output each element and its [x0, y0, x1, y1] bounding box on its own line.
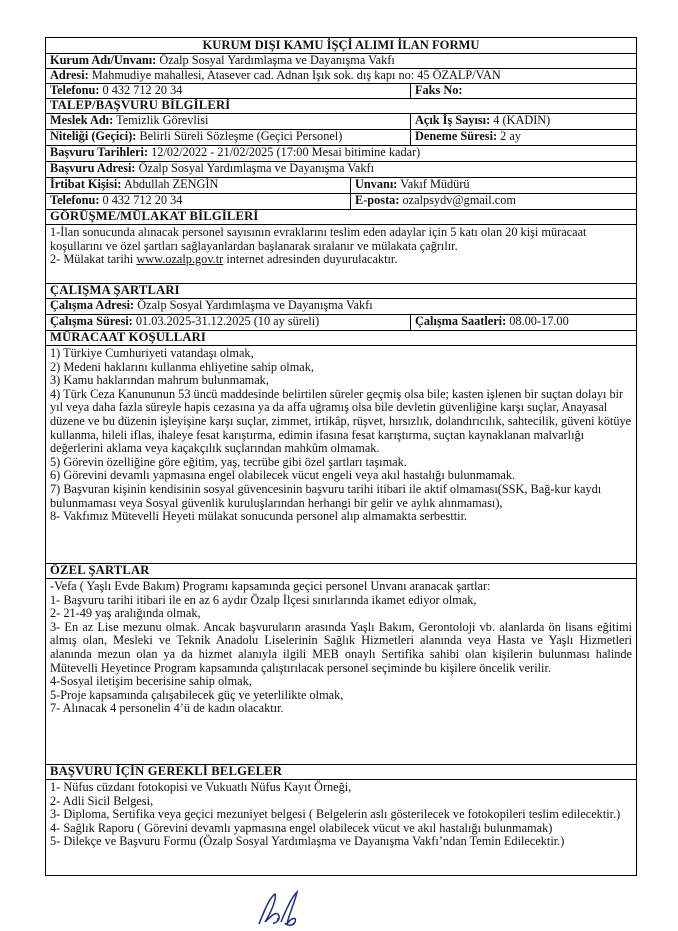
trial-label: Deneme Süresi:	[415, 130, 498, 143]
contact-phone-row	[46, 194, 636, 210]
work-period-value: 01.03.2025-31.12.2025 (10 ay süreli)	[135, 315, 320, 328]
institution-name-row	[46, 54, 636, 69]
condition-item: 7) Başvuran kişinin kendisinin sosyal güvencesinin başvuru tarihi itibari ile aktif olmaması(SSK, Bağ-kur kaydı bulunmaması veya Sosyal güvenlik kuruluşlarından herhangi bir gelir ve aylık alınmaması),	[50, 481, 602, 510]
institution-name-value: Özalp Sosyal Yardımlaşma ve Dayanışma Vakfı	[159, 54, 395, 67]
form-title-row	[46, 38, 636, 54]
special-item: 7- Alınacak 4 personelin 4’ü de kadın olacaktır.	[50, 701, 284, 716]
conditions-body-row	[46, 346, 636, 564]
document-item: 1- Nüfus cüzdanı fotokopisi ve Vukuatlı Nüfus Kayıt Örneği,	[50, 780, 352, 794]
dates-row	[46, 146, 636, 162]
occupation-value: Temizlik Görevlisi	[116, 114, 209, 127]
nature-value: Belirli Süreli Sözleşme (Geçici Personel)	[139, 130, 343, 143]
interview-header-row	[46, 210, 636, 225]
nature-row	[46, 130, 636, 146]
interview-body-row	[46, 225, 636, 284]
nature-label: Niteliği (Geçici):	[50, 130, 137, 143]
application-address-label: Başvuru Adresi:	[50, 162, 136, 175]
application-address-value: Özalp Sosyal Yardımlaşma ve Dayanışma Vakfı	[138, 162, 375, 175]
openings-value: 4 (KADIN)	[493, 114, 551, 127]
document-item: 5- Dilekçe ve Başvuru Formu (Özalp Sosyal Yardımlaşma ve Dayanışma Vakfı’ndan Temin Edilecektir.)	[50, 834, 565, 849]
work-address-row	[46, 299, 636, 315]
job-posting-form	[45, 37, 637, 876]
special-section-header: ÖZEL ŞARTLAR	[50, 564, 150, 577]
interview-line-1: 1-İlan sonucunda alınacak personel sayısının evraklarını teslim eden adaylar için 5 katı olan 20 kişi müracaat koşullarını ve özel şartları sağlayanlardan başlanarak sıralanır ve mülakata çağrılır.	[50, 225, 587, 253]
special-item: 2- 21-49 yaş aralığında olmak,	[50, 606, 201, 621]
occupation-row	[46, 114, 636, 130]
signature-icon	[253, 886, 301, 928]
institution-address-label: Adresi:	[50, 69, 89, 82]
condition-item: 4) Türk Ceza Kanununun 53 üncü maddesinde belirtilen süreler geçmiş olsa bile; kasten işlenen bir suçtan dolayı bir yıl veya daha fazla süreyle hapis cezasına ya da affa uğramış olsa bile devletin güvenliğine karşı suçlar, Anayasal düzene ve bu düzenin işleyişine karşı suçlar, zimmet, irtikâp, rüşvet, hırsızlık, dolandırıcılık, sahtecilik, güveni kötüye kullanma, hileli iflas, ihaleye fesat karıştırma, edimin ifasına fesat karıştırma, suçtan kaynaklanan malvarlığı değerlerini aklama veya kaçakçılık suçlarından mahkûm olmamak.	[50, 386, 632, 456]
condition-item: 5) Görevin özelliğine göre eğitim, yaş, tecrübe gibi özel şartları taşımak.	[50, 454, 407, 469]
contact-row	[46, 178, 636, 194]
special-item: 3- En az Lise mezunu olmak. Ancak başvuruların arasında Yaşlı Bakım, Gerontoloji vb. alanlarda ön lisans eğitimi almış olan, Mesleki ve Teknik Anadolu Liselerinin Sağlık Hizmetleri alanında veya Hasta ve Yaşlı Hizmetleri alanında mezun olan ya da hizmet alanıyla ilgili MEB onaylı Sertifika sahibi olan kişilerin bulunması halinde Mütevelli Heyetince Program kapsamında çalıştırılacak personel seçiminde bu kişilere öncelik verilir.	[50, 619, 632, 675]
documents-section-header: BAŞVURU İÇİN GEREKLİ BELGELER	[50, 765, 283, 778]
email-value: ozalpsydv@gmail.com	[402, 194, 516, 207]
work-period-row	[46, 315, 636, 331]
institution-phone-row	[46, 84, 636, 99]
contact-phone-value: 0 432 712 20 34	[102, 194, 183, 207]
website-link[interactable]: www.ozalp.gov.tr	[136, 252, 224, 267]
interview-line-2: 2- Mülakat tarihi www.ozalp.gov.tr internet adresinden duyurulacaktır.	[50, 252, 398, 267]
institution-phone-value: 0 432 712 20 34	[102, 84, 183, 97]
condition-item: 3) Kamu haklarından mahrum bulunmamak,	[50, 373, 269, 388]
work-hours-value: 08.00-17.00	[509, 315, 569, 328]
dates-label: Başvuru Tarihleri:	[50, 146, 149, 159]
institution-address-row	[46, 69, 636, 84]
contact-title-label: Unvanı:	[355, 178, 398, 191]
interview-section-header: GÖRÜŞME/MÜLAKAT BİLGİLERİ	[50, 210, 259, 223]
contact-phone-label: Telefonu:	[50, 194, 100, 207]
special-item: 4-Sosyal iletişim becerisine sahip olmak,	[50, 674, 252, 689]
contact-label: İrtibat Kişisi:	[50, 178, 122, 191]
openings-label: Açık İş Sayısı:	[415, 114, 491, 127]
condition-item: 2) Medeni haklarını kullanma ehliyetine sahip olmak,	[50, 359, 314, 374]
document-item: 4- Sağlık Raporu ( Görevini devamlı yapmasına engel olabilecek vücut ve akıl hastalığı bulunmamak)	[50, 820, 553, 835]
special-header-row	[46, 564, 636, 579]
document-item: 3- Diploma, Sertifika veya geçici mezuniyet belgesi ( Belgelerin aslı gösterilecek ve fotokopileri teslim edilecektir.)	[50, 807, 621, 822]
work-address-value: Özalp Sosyal Yardımlaşma ve Dayanışma Vakfı	[137, 299, 373, 312]
occupation-label: Meslek Adı:	[50, 114, 114, 127]
condition-item: 1) Türkiye Cumhuriyeti vatandaşı olmak,	[50, 346, 254, 360]
work-period-label: Çalışma Süresi:	[50, 315, 133, 328]
email-label: E-posta:	[355, 194, 400, 207]
contact-title-value: Vakıf Müdürü	[400, 178, 470, 191]
condition-item: 6) Görevini devamlı yapmasına engel olabilecek vücut engeli veya akıl hastalığı bulunmamak.	[50, 468, 516, 483]
conditions-section-header: MÜRACAAT KOŞULLARI	[50, 331, 207, 344]
special-item: 5-Proje kapsamında çalışabilecek güç ve yeterlilikte olmak,	[50, 687, 344, 702]
work-address-label: Çalışma Adresi:	[50, 299, 135, 312]
work-section-header: ÇALIŞMA ŞARTLARI	[50, 284, 180, 297]
request-header-row	[46, 99, 636, 114]
condition-item: 8- Vakfımız Mütevelli Heyeti mülakat sonucunda personel alıp almamakta serbesttir.	[50, 509, 468, 524]
application-address-row	[46, 162, 636, 178]
fax-label: Faks No:	[415, 84, 463, 97]
institution-name-label: Kurum Adı/Unvanı:	[50, 54, 157, 67]
request-section-header: TALEP/BAŞVURU BİLGİLERİ	[50, 99, 231, 112]
conditions-header-row	[46, 331, 636, 346]
institution-address-value: Mahmudiye mahallesi, Atasever cad. Adnan Işık sok. dış kapı no: 45 ÖZALP/VAN	[91, 69, 501, 82]
special-item: 1- Başvuru tarihi itibari ile en az 6 aydır Özalp İlçesi sınırlarında ikamet ediyor olmak,	[50, 592, 477, 607]
contact-value: Abdullah ZENGİN	[123, 178, 219, 191]
special-body-row	[46, 579, 636, 765]
work-header-row	[46, 284, 636, 299]
special-item: -Vefa ( Yaşlı Evde Bakım) Programı kapsamında geçici personel Unvanı aranacak şartlar:	[50, 579, 491, 593]
document-item: 2- Adli Sicil Belgesi,	[50, 793, 154, 808]
trial-value: 2 ay	[500, 130, 522, 143]
form-title: KURUM DIŞI KAMU İŞÇİ ALIMI İLAN FORMU	[202, 38, 480, 52]
dates-value: 12/02/2022 - 21/02/2025 (17:00 Mesai bitimine kadar)	[151, 146, 421, 159]
documents-header-row	[46, 765, 636, 780]
documents-body-row	[46, 780, 636, 876]
institution-phone-label: Telefonu:	[50, 84, 100, 97]
work-hours-label: Çalışma Saatleri:	[415, 315, 507, 328]
